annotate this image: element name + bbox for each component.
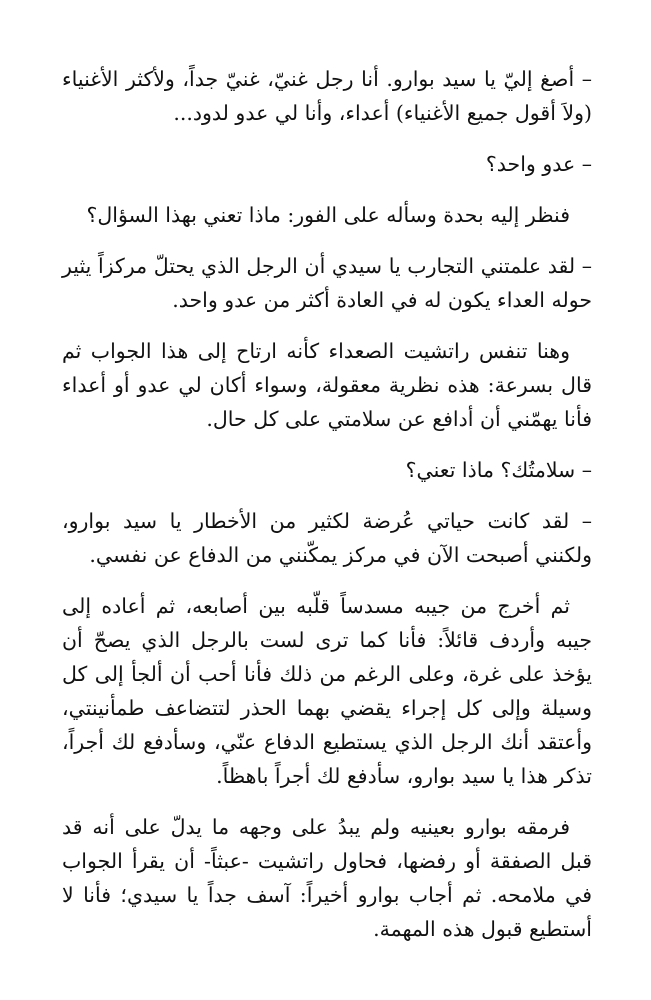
paragraph-your-safety: – سلامتُك؟ ماذا تعني؟ xyxy=(405,458,592,482)
paragraph-sharp-question: فنظر إليه بحدة وسأله على الفور: ماذا تعني بهذا السؤال؟ xyxy=(86,203,570,227)
paragraph-pistol: ثم أخرج من جيبه مسدساً قلّبه بين أصابعه، ثم أعاده إلى جيبه وأردف قائلاً: فأنا كما ترى لست بالرجل الذي يصحّ أن يؤخذ على غرة، وعلى الرغم من ذلك فأنا أحب أن ألجأ إلى كل وسيلة وإلى كل إجراء يقضي بهما الحذر لتتضاعف طمأنينتي، وأعتقد أنك الرجل الذي يستطيع الدفاع عنّي، وسأدفع لك أجراً، تذكر هذا يا سيد بوارو، سأدفع لك أجراً باهظاً. xyxy=(62,594,592,788)
paragraph-one-enemy: – عدو واحد؟ xyxy=(485,152,592,176)
paragraph-life-dangers: – لقد كانت حياتي عُرضة لكثير من الأخطار يا سيد بوارو، ولكنني أصبحت الآن في مركز يمكّنني من الدفاع عن نفسي. xyxy=(62,509,592,567)
paragraph-ratchett-relief: وهنا تنفس راتشيت الصعداء كأنه ارتاح إلى هذا الجواب ثم قال بسرعة: هذه نظرية معقولة، وسواء أكان لي عدو أو أعداء فأنا يهمّني أن أدافع عن سلامتي على كل حال. xyxy=(62,339,592,431)
book-page xyxy=(62,62,592,946)
paragraph-experience: – لقد علمتني التجارب يا سيدي أن الرجل الذي يحتلّ مركزاً يثير حوله العداء يكون له في العادة أكثر من عدو واحد. xyxy=(62,254,592,312)
paragraph-poirot-refuses: فرمقه بوارو بعينيه ولم يبدُ على وجهه ما يدلّ على أنه قد قبل الصفقة أو رفضها، فحاول راتشيت -عبثاً- أن يقرأ الجواب في ملامحه. ثم أجاب بوارو أخيراً: آسف جداً يا سيدي؛ فأنا لا أستطيع قبول هذه المهمة. xyxy=(62,815,592,941)
paragraph-dialogue-rich-man: – أصغ إليّ يا سيد بوارو. أنا رجل غنيّ، غنيّ جداً، ولأكثر الأغنياء (ولاَ أقول جميع الأغنياء) أعداء، وأنا لي عدو لدود... xyxy=(62,67,592,125)
